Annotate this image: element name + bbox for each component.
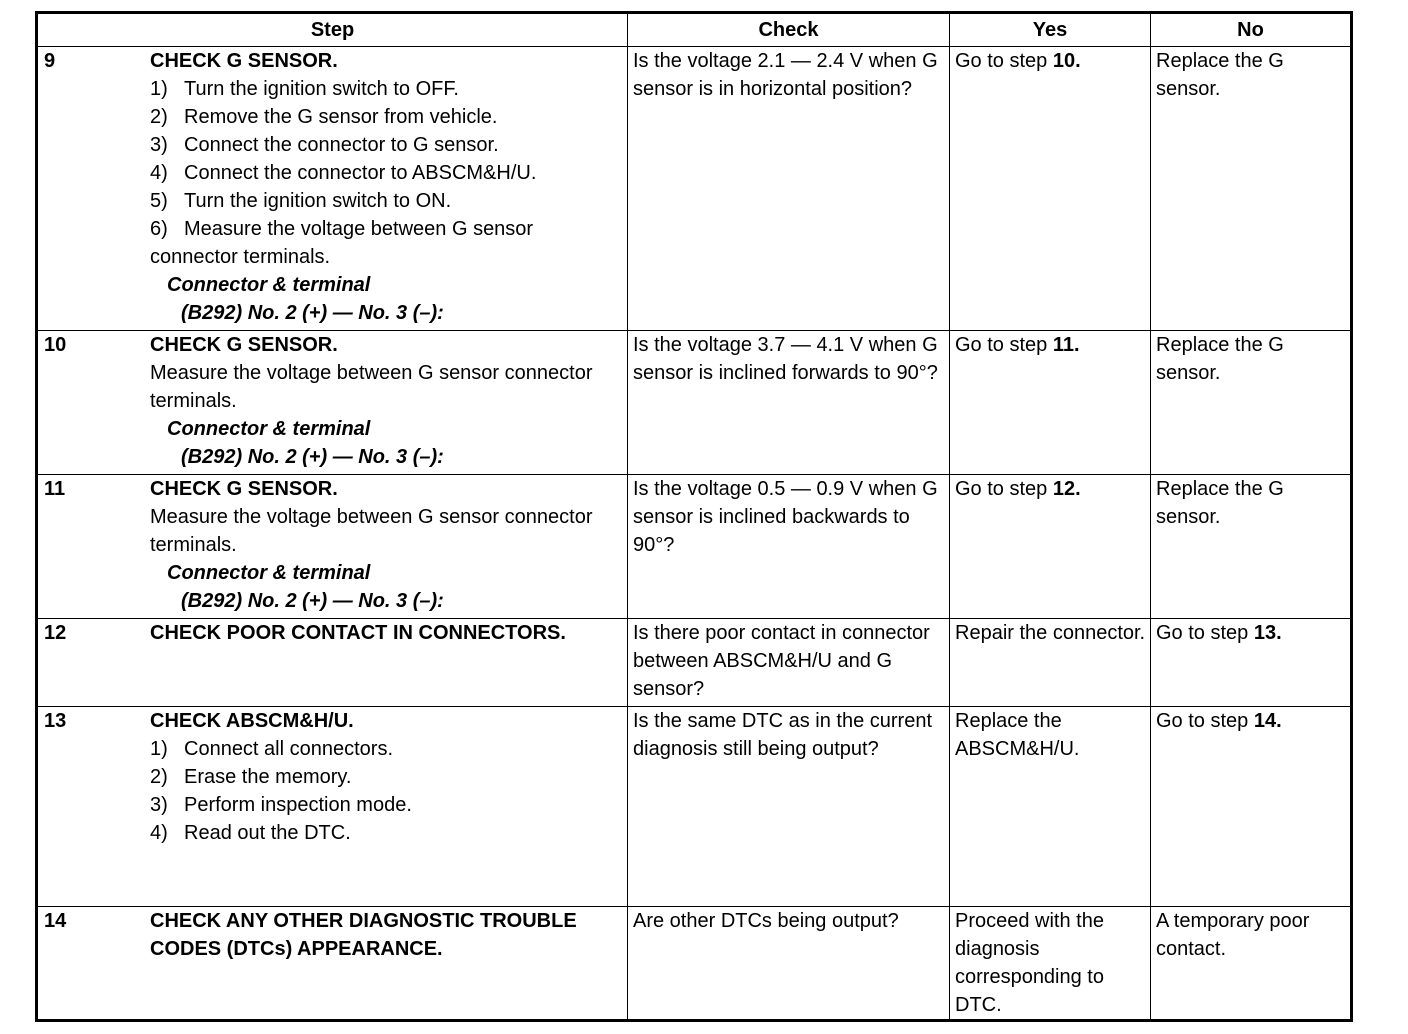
substep-text: Perform inspection mode. [184, 794, 412, 816]
check-cell [628, 475, 950, 619]
connector-value: (B292) No. 2 (+) — No. 3 (–): [181, 302, 444, 324]
yes-text: Go to step [955, 478, 1053, 500]
yes-text: Go to step [955, 334, 1053, 356]
substep [150, 187, 623, 215]
step-instruction: Measure the voltage between G sensor connector terminals. [150, 362, 593, 412]
diagnostic-table [35, 11, 1353, 1022]
check-cell [628, 619, 950, 707]
substep [150, 791, 623, 819]
table-row [37, 475, 1352, 619]
table-row [37, 907, 1352, 1021]
substep-number: 4) [150, 162, 168, 184]
step-number: 14 [44, 910, 67, 932]
no-step-ref: 13. [1253, 622, 1282, 644]
substep-number: 3) [150, 134, 168, 156]
no-text: Replace the G sensor. [1156, 478, 1284, 528]
no-cell [1151, 619, 1352, 707]
step-title: CHECK G SENSOR. [150, 478, 338, 500]
substep [150, 215, 623, 271]
header-no: No [1151, 13, 1352, 47]
check-text: Is the voltage 0.5 — 0.9 V when G sensor is inclined backwards to 90°? [633, 478, 938, 556]
step-number: 12 [44, 622, 67, 644]
step-title: CHECK ANY OTHER DIAGNOSTIC TROUBLE CODES (DTCs) APPEARANCE. [150, 910, 577, 960]
no-text: Replace the G sensor. [1156, 334, 1284, 384]
header-step: Step [37, 13, 628, 47]
yes-cell [950, 619, 1151, 707]
check-cell [628, 707, 950, 907]
check-text: Is the voltage 2.1 — 2.4 V when G sensor is in horizontal position? [633, 50, 938, 100]
substep [150, 131, 623, 159]
connector-label: Connector & terminal [167, 418, 371, 440]
check-cell [628, 47, 950, 331]
substep [150, 763, 623, 791]
substep-text: Connect all connectors. [184, 738, 394, 760]
no-text: Go to step [1156, 710, 1254, 732]
step-title: CHECK POOR CONTACT IN CONNECTORS. [150, 622, 566, 644]
substep-number: 4) [150, 822, 168, 844]
check-text: Is the same DTC as in the current diagnosis still being output? [633, 710, 933, 760]
no-cell [1151, 331, 1352, 475]
step-title: CHECK ABSCM&H/U. [150, 710, 354, 732]
substep-number: 6) [150, 218, 168, 240]
step-title: CHECK G SENSOR. [150, 50, 338, 72]
step-number: 13 [44, 710, 67, 732]
connector-value: (B292) No. 2 (+) — No. 3 (–): [181, 590, 444, 612]
connector-label: Connector & terminal [167, 562, 371, 584]
step-cell [37, 331, 628, 475]
substep-text: Turn the ignition switch to OFF. [184, 78, 459, 100]
yes-text: Go to step [955, 50, 1053, 72]
table-row [37, 47, 1352, 331]
check-cell [628, 331, 950, 475]
substep-text: Turn the ignition switch to ON. [184, 190, 452, 212]
step-instruction: Measure the voltage between G sensor connector terminals. [150, 506, 593, 556]
header-check: Check [628, 13, 950, 47]
step-number: 10 [44, 334, 67, 356]
substep-text: Remove the G sensor from vehicle. [184, 106, 498, 128]
check-text: Is the voltage 3.7 — 4.1 V when G sensor is inclined forwards to 90°? [633, 334, 938, 384]
yes-step-ref: 12. [1052, 478, 1081, 500]
yes-cell [950, 47, 1151, 331]
header-yes: Yes [950, 13, 1151, 47]
check-cell [628, 907, 950, 1021]
substep [150, 75, 623, 103]
step-cell [37, 475, 628, 619]
header-row [37, 13, 1352, 47]
yes-cell [950, 331, 1151, 475]
connector-label: Connector & terminal [167, 274, 371, 296]
table-row [37, 707, 1352, 907]
no-text: A temporary poor contact. [1156, 910, 1310, 960]
yes-cell [950, 907, 1151, 1021]
yes-step-ref: 10. [1052, 50, 1081, 72]
yes-text: Replace the ABSCM&H/U. [955, 710, 1080, 760]
yes-text: Repair the connector. [955, 622, 1146, 644]
yes-step-ref: 11. [1052, 334, 1080, 356]
yes-cell [950, 475, 1151, 619]
substep-number: 5) [150, 190, 168, 212]
substep-text: Connect the connector to G sensor. [184, 134, 499, 156]
step-cell [37, 707, 628, 907]
no-step-ref: 14. [1253, 710, 1282, 732]
step-cell [37, 47, 628, 331]
check-text: Are other DTCs being output? [633, 910, 899, 932]
connector-value: (B292) No. 2 (+) — No. 3 (–): [181, 446, 444, 468]
yes-cell [950, 707, 1151, 907]
no-cell [1151, 47, 1352, 331]
substep [150, 735, 623, 763]
no-cell [1151, 907, 1352, 1021]
substep-text: Measure the voltage between G sensor connector terminals. [150, 218, 534, 268]
yes-text: Proceed with the diagnosis corresponding to DTC. [955, 910, 1104, 1016]
substep-number: 2) [150, 106, 168, 128]
table-row [37, 331, 1352, 475]
step-number: 9 [44, 50, 56, 72]
substep-text: Read out the DTC. [184, 822, 351, 844]
no-text: Go to step [1156, 622, 1254, 644]
step-cell [37, 907, 628, 1021]
no-cell [1151, 707, 1352, 907]
substep-number: 1) [150, 738, 168, 760]
check-text: Is there poor contact in connector between ABSCM&H/U and G sensor? [633, 622, 930, 700]
substep [150, 819, 623, 847]
substep-number: 3) [150, 794, 168, 816]
substep-text: Connect the connector to ABSCM&H/U. [184, 162, 537, 184]
substep [150, 159, 623, 187]
no-text: Replace the G sensor. [1156, 50, 1284, 100]
substep [150, 103, 623, 131]
no-cell [1151, 475, 1352, 619]
table-row [37, 619, 1352, 707]
step-cell [37, 619, 628, 707]
substep-number: 2) [150, 766, 168, 788]
step-number: 11 [44, 478, 66, 500]
substep-text: Erase the memory. [184, 766, 352, 788]
step-title: CHECK G SENSOR. [150, 334, 338, 356]
substep-number: 1) [150, 78, 168, 100]
